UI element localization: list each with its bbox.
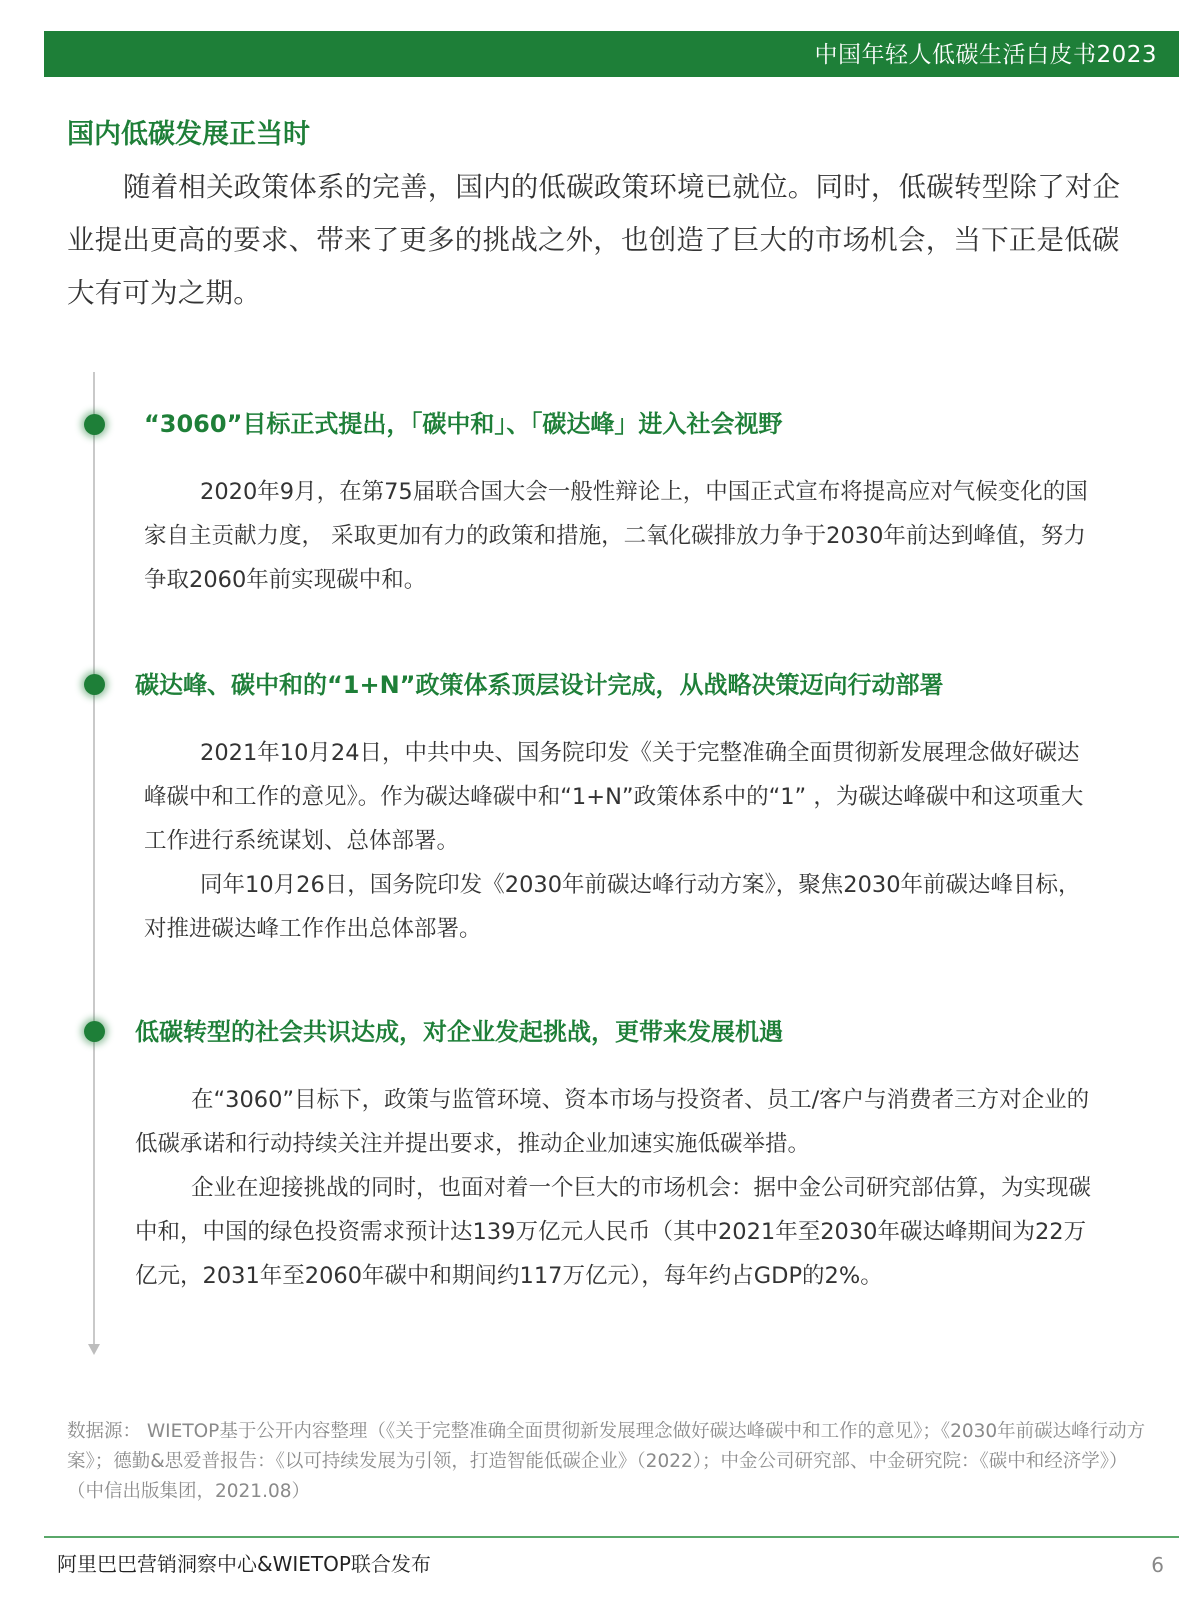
section-heading: 碳达峰、碳中和的“1+N”政策体系顶层设计完成，从战略决策迈向行动部署 xyxy=(135,671,944,699)
timeline-dot-icon xyxy=(84,414,105,435)
timeline-dot-icon xyxy=(84,1021,105,1042)
intro-heading: 国内低碳发展正当时 xyxy=(67,119,310,150)
section-body xyxy=(135,1078,1100,1298)
section-heading: “3060”目标正式提出，「碳中和」、「碳达峰」进入社会视野 xyxy=(144,410,783,438)
header-bar xyxy=(44,31,1179,77)
report-title: 中国年轻人低碳生活白皮书2023 xyxy=(814,42,1157,68)
section-paragraph: 同年10月26日，国务院印发《2030年前碳达峰行动方案》，聚焦2030年前碳达峰目标，对推进碳达峰工作作出总体部署。 xyxy=(144,872,1081,942)
intro-paragraph: 随着相关政策体系的完善，国内的低碳政策环境已就位。同时，低碳转型除了对企业提出更高的要求、带来了更多的挑战之外，也创造了巨大的市场机会，当下正是低碳大有可为之期。 xyxy=(67,171,1121,309)
footer-divider xyxy=(44,1536,1179,1538)
section-body xyxy=(144,731,1099,951)
source-note: 数据源： WIETOP基于公开内容整理（《关于完整准确全面贯彻新发展理念做好碳达峰碳中和工作的意见》；《2030年前碳达峰行动方案》；德勤&思爱普报告：《以可持续发展为引领，打造智能低碳企业》（2022）；中金公司研究部、中金研究院：《碳中和经济学》）（中信出版集团，2021.08） xyxy=(67,1421,1146,1502)
section-paragraph: 2020年9月，在第75届联合国大会一般性辩论上，中国正式宣布将提高应对气候变化的国家自主贡献力度， 采取更加有力的政策和措施，二氧化碳排放力争于2030年前达到峰值，努力争取2060年前实现碳中和。 xyxy=(144,479,1088,593)
section-paragraph: 在“3060”目标下，政策与监管环境、资本市场与投资者、员工/客户与消费者三方对企业的低碳承诺和行动持续关注并提出要求，推动企业加速实施低碳举措。 xyxy=(135,1087,1090,1157)
section-paragraph: 企业在迎接挑战的同时，也面对着一个巨大的市场机会：据中金公司研究部估算，为实现碳中和，中国的绿色投资需求预计达139万亿元人民币（其中2021年至2030年碳达峰期间为22万亿元，2031年至2060年碳中和期间约117万亿元），每年约占GDP的2%。 xyxy=(135,1175,1092,1289)
timeline-arrow-icon xyxy=(88,1344,100,1355)
section-heading: 低碳转型的社会共识达成，对企业发起挑战，更带来发展机遇 xyxy=(135,1018,783,1046)
timeline-line xyxy=(93,372,95,1346)
section-paragraph: 2021年10月24日，中共中央、国务院印发《关于完整准确全面贯彻新发展理念做好碳达峰碳中和工作的意见》。作为碳达峰碳中和“1+N”政策体系中的“1” ，为碳达峰碳中和这项重大工作进行系统谋划、总体部署。 xyxy=(144,740,1084,854)
timeline-dot-icon xyxy=(84,674,105,695)
footer-publisher: 阿里巴巴营销洞察中心&WIETOP联合发布 xyxy=(57,1552,431,1576)
page-number: 6 xyxy=(1151,1553,1164,1577)
section-body xyxy=(144,470,1099,602)
